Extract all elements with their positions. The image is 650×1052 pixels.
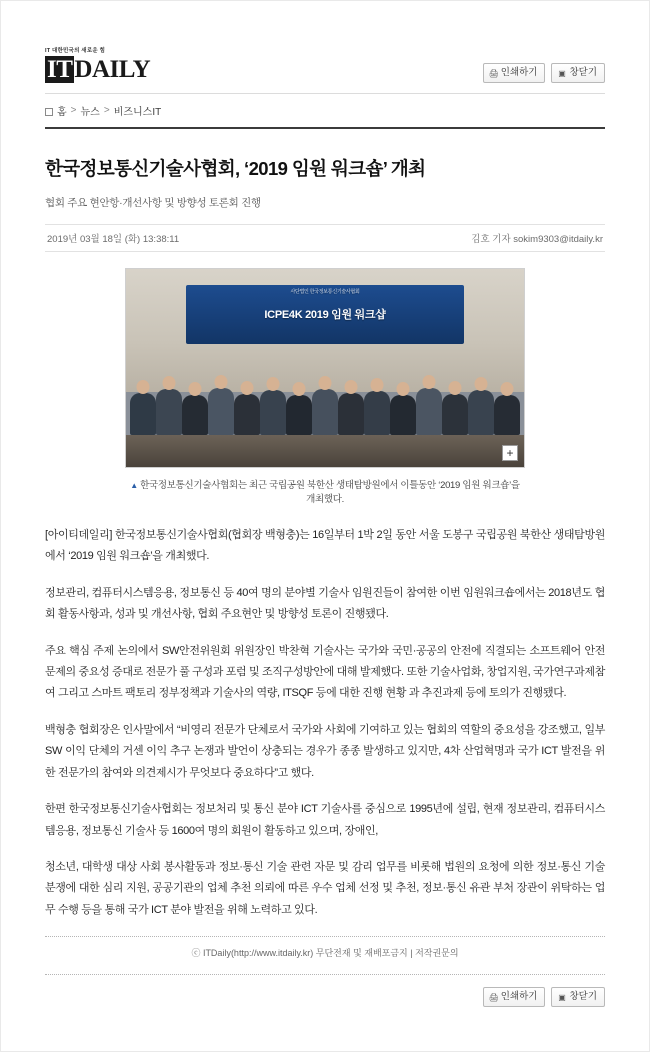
article-byline: 김호 기자 sokim9303@itdaily.kr [471, 233, 603, 245]
article-paragraph: [아이티데일리] 한국정보통신기술사협회(협회장 백형충)는 16일부터 1박 2일 동안 서울 도봉구 국립공원 북한산 생태탐방원에서 ‘2019 임원 워크숍’을 개최했다. [45, 528, 605, 563]
article-meta [45, 224, 605, 252]
logo-tagline: IT 대한민국의 새로운 힘 [45, 49, 150, 55]
photo-caption-text: 한국정보통신기술사협회는 최근 국립공원 북한산 생태탐방원에서 이틀동안 ‘2019 임원 워크숍’을 개최했다. [140, 479, 520, 505]
breadcrumb-item-news[interactable]: 뉴스 [80, 107, 100, 118]
article-paragraph: 주요 핵심 주제 논의에서 SW안전위원회 위원장인 박찬혁 기술사는 국가와 국민·공공의 안전에 직결되는 소프트웨어 안전 문제의 중요성 증대로 전문가 풀 구성과 포럼 및 조직구성방안에 대해 발제했다. 또한 기술사업화, 창업지원, 국가연구과제참여 그리고 스마트 팩토리 정부정책과 기술사의 역량, ITSQF 등에 대한 진행 현황 과 추진과제 등에 토의가 진행됐다. [45, 644, 605, 700]
footer-close-label: 창닫기 [569, 991, 597, 1003]
photo-person [312, 389, 338, 435]
close-window-icon: ▣ [558, 68, 566, 78]
photo-person [442, 394, 468, 435]
header-actions [483, 63, 605, 83]
breadcrumb-wrap [45, 93, 605, 118]
page-title: 한국정보통신기술사협회, ‘2019 임원 워크숍’ 개최 [45, 158, 426, 180]
footer-print-button[interactable] [483, 987, 546, 1007]
article-body [45, 525, 605, 922]
article-photo [125, 268, 525, 468]
photo-caption [125, 477, 525, 505]
article-figure [125, 268, 525, 505]
article-header [45, 127, 605, 252]
photo-person [416, 388, 442, 435]
close-window-button[interactable] [551, 63, 605, 83]
footer-close-window-button[interactable] [551, 987, 605, 1007]
printer-icon: 🖨 [488, 68, 499, 78]
breadcrumb-separator: > [70, 105, 77, 116]
article-paragraph: 한편 한국정보통신기술사협회는 정보처리 및 통신 분야 ICT 기술사를 중심으로 1995년에 설립, 현재 정보관리, 컴퓨터시스템응용, 정보통신 기술사 등 1600여 명의 회원이 활동하고 있으며, 장애인, [45, 803, 605, 837]
copyright-text: ⓒ ITDaily(http://www.itdaily.kr) 무단전재 및 재배포금지 | 저작권문의 [191, 948, 459, 959]
logo-it-text: IT [47, 55, 73, 83]
close-button-label: 창닫기 [569, 67, 597, 78]
printer-icon: 🖨 [488, 992, 499, 1002]
print-button[interactable] [483, 63, 546, 83]
photo-person [286, 395, 312, 435]
photo-person [260, 390, 286, 435]
photo-person [494, 395, 520, 435]
photo-person [468, 390, 494, 435]
home-icon [45, 108, 53, 116]
photo-crowd [126, 336, 524, 435]
article-paragraph: 청소년, 대학생 대상 사회 봉사활동과 정보·통신 기술 관련 자문 및 감리 업무를 비롯해 법원의 요청에 의한 정보·통신 기술 분쟁에 대한 심리 지원, 공공기관의 업체 추천 의뢰에 따른 우수 업체 선정 및 추천, 정보·통신 유관 부처 장관이 위탁하는 업무 수행 등을 통해 국가 ICT 분야 발전을 위해 노력하고 있다. [45, 861, 605, 916]
site-logo [45, 49, 150, 82]
close-window-icon: ▣ [558, 992, 566, 1002]
logo-wordmark [45, 57, 150, 82]
photo-banner-top-text: 사단법인 한국정보통신기술사협회 [290, 288, 360, 295]
article-paragraph: 정보관리, 컴퓨터시스템응용, 정보통신 등 40여 명의 분야별 기술사 임원진들이 참여한 이번 임원워크숍에서는 2018년도 협회 활동사항과, 성과 및 개선사항, 협회 주요현안 및 방향성 토론이 진행됐다. [45, 586, 605, 621]
print-button-label: 인쇄하기 [500, 67, 538, 78]
photo-banner [186, 285, 465, 344]
breadcrumb-item-home[interactable]: 홈 [57, 107, 67, 118]
photo-banner-text: ICPE4K 2019 임원 워크샵 [264, 309, 386, 322]
photo-person [390, 395, 416, 435]
footer-actions [45, 975, 605, 1021]
photo-person [208, 388, 234, 435]
breadcrumb-item-business-it[interactable]: 비즈니스IT [113, 107, 162, 118]
photo-person [338, 393, 364, 435]
photo-person [130, 393, 156, 435]
photo-zoom-button[interactable]: + [502, 445, 518, 461]
photo-person [182, 395, 208, 435]
logo-daily-text: DAILY [74, 55, 151, 83]
article-paragraph: 백형충 협회장은 인사말에서 “비영리 전문가 단체로서 국가와 사회에 기여하고 있는 협회의 역할의 중요성을 강조했고, 일부 SW 이익 단체의 거센 이익 추구 논쟁과 발언이 상충되는 경우가 종종 발생하고 있지만, 4차 산업혁명과 국가 ICT 발전을 위한 전문가의 참여와 의견제시가 무엇보다 중요하다”고 했다. [45, 723, 605, 779]
site-header [45, 1, 605, 83]
photo-person [156, 389, 182, 435]
footer-print-label: 인쇄하기 [500, 991, 538, 1003]
breadcrumb [45, 103, 605, 118]
article-date: 2019년 03월 18일 (화) 13:38:11 [47, 233, 180, 245]
photo-person [234, 394, 260, 435]
article-subhead: 협회 주요 현안항·개선사항 및 방향성 토론회 진행 [45, 196, 261, 209]
photo-person [364, 391, 390, 435]
photo-floor [126, 435, 524, 467]
caption-triangle-icon: ▲ [130, 480, 138, 490]
breadcrumb-separator: > [103, 105, 110, 116]
